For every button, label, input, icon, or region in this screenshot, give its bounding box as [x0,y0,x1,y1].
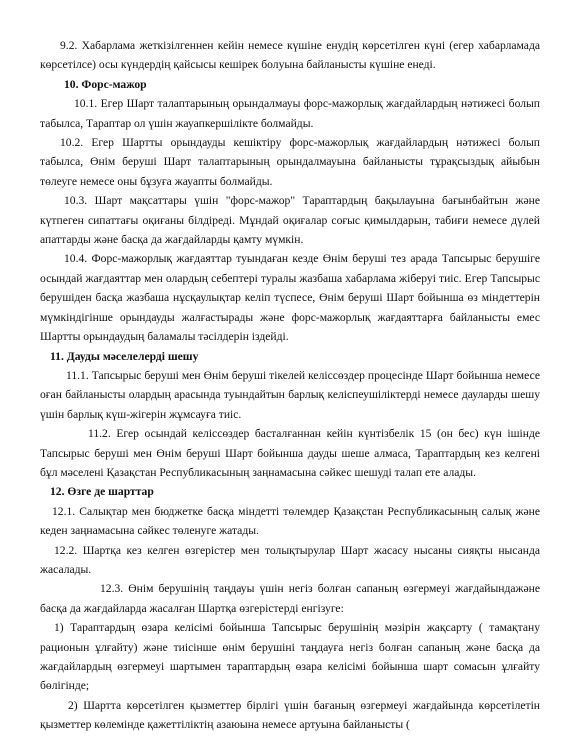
paragraph-12-3: 12.3. Өнім берушінің таңдауы үшін негіз болған сапаның өзгермеуі жағдайындажәне басқа да жағдайларда жасалған Шартқа өзгерістерді енгізуге: [40,582,540,615]
paragraph-11-2: 11.2. Егер осындай келіссөздер басталғаннан кейін күнтізбелік 15 (он бес) күн ішінде Тапсырыс беруші мен Өнім беруші Шарт бойынша дауды шеше алмаса, Тараптардың кез келгені бұл мәселені Қазақстан Республикасының заңнамасына сәйкес шешуді талап ете алады. [40,427,540,479]
paragraph-9-2: 9.2. Хабарлама жеткізілгеннен кейін немесе күшіне енудің көрсетілген күні (егер хабарламада көрсетілсе) осы күндердің қайсысы кешірек болуына байланысты күшіне енеді. [40,39,540,72]
paragraph-10-1: 10.1. Егер Шарт талаптарының орындалмауы форс-мажорлық жағдайлардың нәтижесі болып табылса, Тараптар ол үшін жауапкершілікте болмайды. [40,97,540,130]
paragraph-12-2: 12.2. Шартқа кез келген өзгерістер мен толықтырулар Шарт жасасу нысаны сияқты нысанда жасалады. [40,543,540,576]
heading-other-terms: 12. Өзге де шарттар [50,485,154,499]
heading-dispute-resolution: 11. Дауды мәселелерді шешу [50,349,199,363]
paragraph-10-2: 10.2. Егер Шартты орындауды кешіктіру форс-мажорлық жағдайлардың нәтижесі болып табылса, Өнім беруші Шарт талаптарының орындалмауына байланысты тұрақсыздық айыбын төлеуге немесе оны бұзуға жауапты болмайды. [40,136,540,188]
list-item-12-3-2: 2) Шартта көрсетілген қызметтер бірлігі үшін бағаның өзгермеуі жағдайында көрсетілетін қызметтер көлемінде қажеттіліктің азаюына немесе артуына байланысты ( [40,698,540,732]
paragraph-10-3: 10.3. Шарт мақсаттары үшін "форс-мажор" Тараптардың бақылауына бағынбайтын және күтпеген сипаттағы оқиғаны білдіреді. Мұндай оқиғалар соғыс қимылдарын, табиғи немесе дүлей апаттарды және басқа да жағдайларды қамту мүмкін. [40,194,540,247]
heading-force-majeure: 10. Форс-мажор [64,77,147,91]
paragraph-11-1: 11.1. Тапсырыс беруші мен Өнім беруші тікелей келіссөздер процесінде Шарт бойынша немесе оған байланысты олардың арасында туындайтын барлық келіспеушіліктерді немесе дауларды шешу үшін барлық күш-жігерін жұмсауға тиіс. [40,368,540,421]
paragraph-10-4: 10.4. Форс-мажорлық жағдаяттар туындаған кезде Өнім беруші тез арада Тапсырыс берушіге осындай жағдаяттар мен олардың себептері туралы жазбаша хабарлама жіберуі тиіс. Егер Тапсырыс берушіден басқа жазбаша нұсқаулықтар келіп түспесе, Өнім беруші Шарт бойынша өз міндеттерін мүмкіндігінше орындауды жалғастырады және форс-мажорлық жағдаяттарға байланысты емес Шартты орындаудың баламалы тәсілдерін іздейді. [40,252,540,344]
list-item-12-3-1: 1) Тараптардың өзара келісімі бойынша Тапсырыс берушінің мәзірін жақсарту ( тамақтану рационын ұлғайту) және тиісінше өнім берушіні таңдауға негіз болған сапаның және басқа да жағдайлардың өзгермеуі шартымен тараптардың өзара келісімі бойынша шарт сомасын ұлғайту бөлігінде; [40,621,540,693]
paragraph-12-1: 12.1. Салықтар мен бюджетке басқа міндетті төлемдер Қазақстан Республикасының салық және кеден заңнамасына сәйкес төленуге жатады. [40,504,540,538]
